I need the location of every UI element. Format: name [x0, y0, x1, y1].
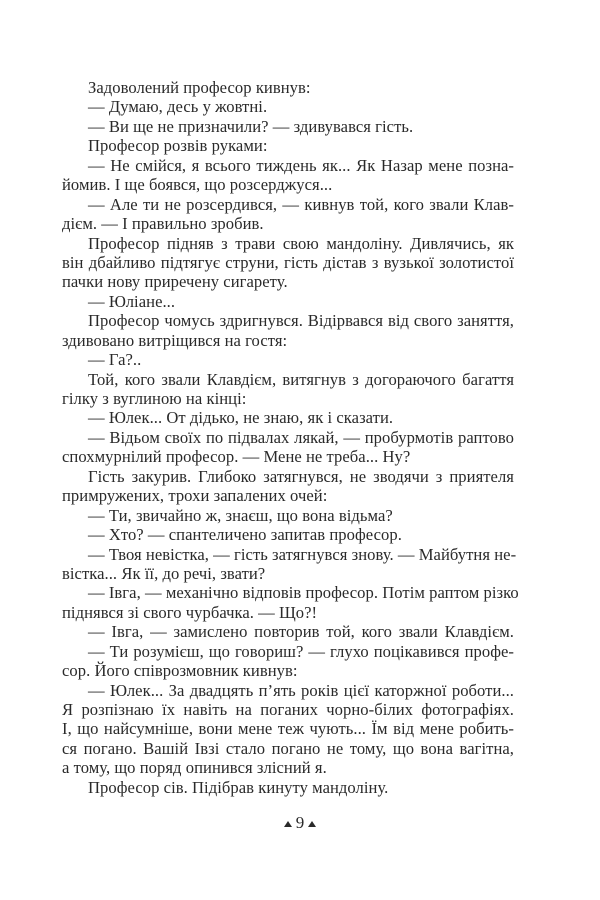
page-number: 9 [295, 813, 305, 832]
text-line: — Твоя невістка, — гість затягнувся знову. — Майбутня не- [88, 544, 517, 564]
text-line: — Івга, — механічно відповів професор. Потім раптом різко [88, 583, 519, 603]
text-line: дієм. — І правильно зробив. [62, 214, 264, 234]
text-line: Професор сів. Підібрав кинуту мандоліну. [88, 777, 389, 797]
text-line: примружених, трохи запалених очей: [62, 486, 328, 506]
text-line: йомив. І ще боявся, що розсерджуся... [62, 175, 333, 195]
text-line: — Ти, звичайно ж, знаєш, що вона відьма? [88, 505, 393, 525]
text-line: він дбайливо підтягує струни, гість дістав з вузької золотистої [62, 252, 514, 272]
text-line: — Думаю, десь у жовтні. [88, 97, 268, 117]
text-line: Я розпізнаю їх навіть на поганих чорно-білих фотографіях. [62, 700, 514, 719]
triangle-up-icon [284, 821, 292, 827]
text-line: піднявся зі свого чурбачка. — Що?! [62, 602, 318, 622]
text-line: — Відьом своїх по підвалах лякай, — пробурмотів раптово [88, 427, 514, 447]
text-line: — Юліане... [88, 291, 176, 311]
text-line: — Юлек... За двадцять п’ять років цієї каторжної роботи... [88, 680, 514, 700]
text-line: — Хто? — спантеличено запитав професор. [88, 525, 402, 545]
text-line: Професор чомусь здригнувся. Відірвався від свого заняття, [88, 311, 514, 331]
text-line: — Не смійся, я всього тиждень як... Як Назар мене позна- [88, 155, 514, 175]
text-line: — Ви ще не призначили? — здивувався гість. [88, 116, 414, 136]
triangle-up-icon [308, 821, 316, 827]
text-line: Задоволений професор кивнув: [88, 78, 311, 97]
text-line: ся погано. Вашій Івзі стало погано не тому, що вона вагітна, [62, 738, 514, 758]
text-line: Той, кого звали Клавдієм, витягнув з догораючого багаття [88, 369, 514, 389]
text-line: пачки нову приречену сигарету. [62, 272, 288, 292]
text-line: — Ти розумієш, що говориш? — глухо поцікавився профе- [88, 641, 514, 661]
text-line: спохмурнілий професор. — Мене не треба... Ну? [62, 447, 411, 467]
text-line: — Юлек... От дідько, не знаю, як і сказати. [88, 408, 394, 428]
text-line: гілку з вуглиною на кінці: [62, 389, 247, 408]
page-number-footer [0, 812, 600, 834]
text-line: а тому, що поряд опинився злісний я. [62, 758, 327, 778]
text-line: сор. Його співрозмовник кивнув: [62, 661, 298, 681]
page-body [62, 78, 519, 797]
text-line: — Але ти не розсердився, — кивнув той, кого звали Клав- [88, 194, 514, 214]
text-line: Гість закурив. Глибоко затягнувся, не зводячи з приятеля [88, 466, 514, 486]
text-line: Професор підняв з трави свою мандоліну. Дивлячись, як [88, 233, 514, 253]
text-line: — Івга, — замислено повторив той, кого звали Клавдієм. [88, 622, 514, 642]
text-line: — Га?.. [88, 350, 142, 370]
text-line: здивовано витріщився на гостя: [62, 330, 288, 350]
text-line: вістка... Як її, до речі, звати? [62, 563, 266, 583]
text-line: Професор розвів руками: [88, 136, 268, 156]
text-line: І, що найсумніше, вони мене теж чують... Їм від мене робить- [62, 719, 514, 739]
